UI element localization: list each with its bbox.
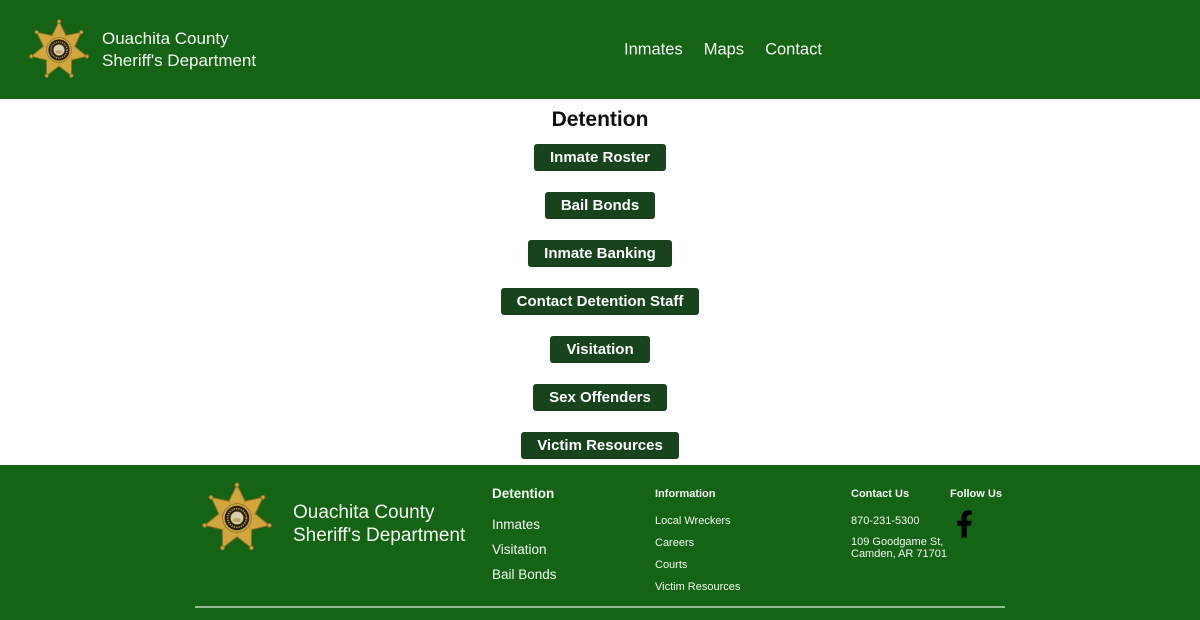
footer-site-title-line2: Sheriff's Department — [293, 525, 466, 546]
footer-link-inmates[interactable]: Inmates — [492, 517, 541, 532]
sheriff-badge-logo-icon — [201, 482, 273, 554]
site-title-line2: Sheriff's Department — [102, 50, 257, 70]
footer-link-courts[interactable]: Courts — [655, 559, 688, 571]
footer-site-title — [293, 501, 465, 547]
contact-address — [851, 537, 947, 560]
footer-link-bail-bonds[interactable]: Bail Bonds — [492, 567, 557, 582]
footer-follow-column — [950, 488, 1002, 542]
page-title: Detention — [551, 108, 649, 131]
contact-address-line1: 109 Goodgame St, — [851, 536, 944, 548]
bail-bonds-button[interactable]: Bail Bonds — [545, 192, 655, 219]
detention-page-content — [0, 99, 1200, 465]
contact-phone: 870-231-5300 — [851, 515, 920, 527]
contact-address-line2: Camden, AR 71701 — [851, 547, 948, 560]
footer-contact-heading: Contact Us — [851, 488, 910, 500]
header-brand[interactable] — [28, 19, 256, 81]
contact-detention-staff-button[interactable]: Contact Detention Staff — [501, 288, 700, 315]
footer-divider — [195, 606, 1005, 608]
footer-information-heading: Information — [655, 488, 716, 500]
inmate-banking-button[interactable]: Inmate Banking — [528, 240, 672, 267]
victim-resources-button[interactable]: Victim Resources — [521, 432, 679, 459]
facebook-icon[interactable] — [956, 509, 973, 542]
site-header — [0, 0, 1200, 99]
nav-item-contact[interactable]: Contact — [765, 40, 822, 58]
site-footer — [0, 465, 1200, 620]
site-title-line1: Ouachita County — [102, 29, 229, 48]
detention-button-list — [0, 144, 1200, 459]
nav-item-inmates[interactable]: Inmates — [624, 40, 683, 58]
footer-detention-column — [492, 487, 557, 582]
main-nav — [624, 40, 822, 59]
footer-link-careers[interactable]: Careers — [655, 537, 695, 549]
visitation-button[interactable]: Visitation — [550, 336, 649, 363]
footer-follow-heading: Follow Us — [950, 488, 1002, 500]
footer-detention-heading: Detention — [492, 486, 555, 501]
site-title — [102, 28, 256, 71]
nav-item-maps[interactable]: Maps — [703, 40, 745, 58]
footer-link-victim-resources[interactable]: Victim Resources — [655, 581, 741, 593]
footer-link-visitation[interactable]: Visitation — [492, 542, 547, 557]
footer-link-local-wreckers[interactable]: Local Wreckers — [655, 515, 731, 527]
footer-contact-column — [851, 488, 947, 560]
footer-site-title-line1: Ouachita County — [293, 502, 435, 523]
footer-information-column — [655, 488, 740, 594]
sheriff-badge-logo-icon — [28, 19, 90, 81]
sex-offenders-button[interactable]: Sex Offenders — [533, 384, 667, 411]
inmate-roster-button[interactable]: Inmate Roster — [534, 144, 666, 171]
